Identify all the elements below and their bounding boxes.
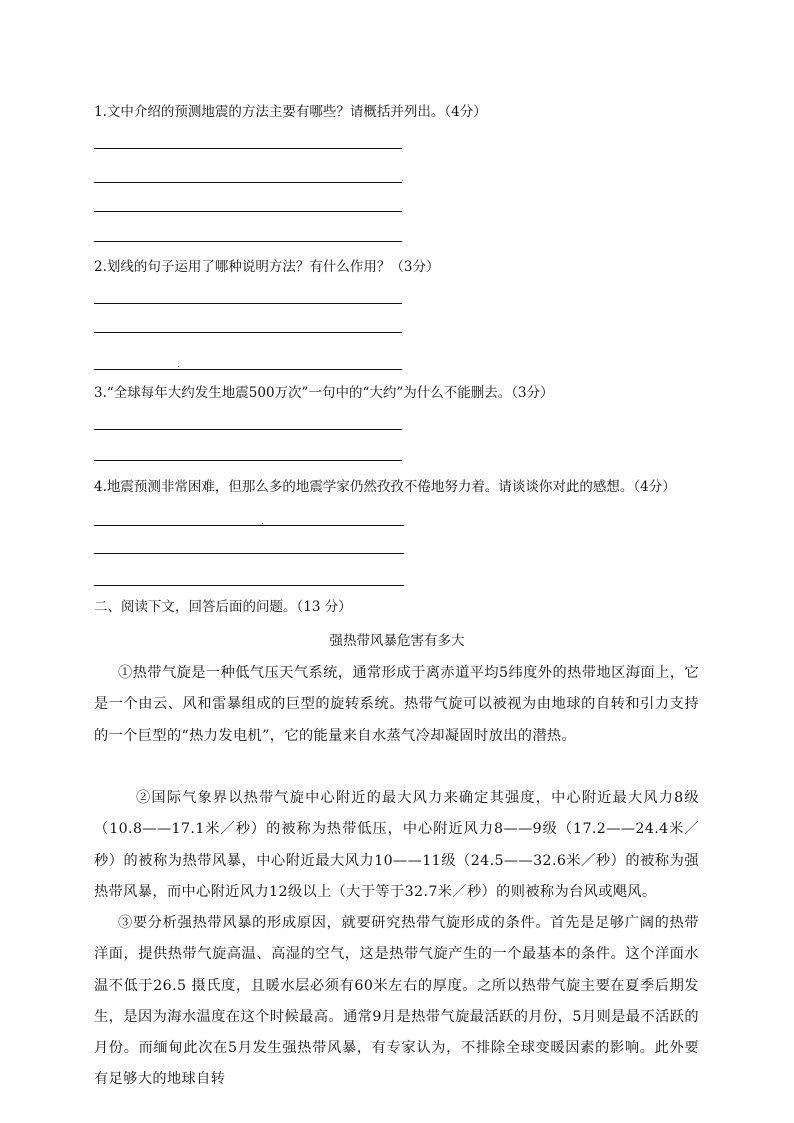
article-paragraph-1: ①热带气旋是一种低气压天气系统，通常形成于离赤道平均5纬度外的热带地区海面上，它是一个由云、风和雷暴组成的巨型的旋转系统。热带气旋可以被视为由地球的自转和引力支持的一个巨型的“热力发电机”，它的能量来自水蒸气冷却凝固时放出的潜热。 xyxy=(94,665,699,744)
answer-line xyxy=(94,553,404,554)
answer-line xyxy=(94,369,402,370)
answer-line xyxy=(94,585,404,586)
answer-line xyxy=(94,182,402,183)
question-1: 1.文中介绍的预测地震的方法主要有哪些？请概括并列出。（4分） xyxy=(94,104,487,120)
answer-line xyxy=(94,211,402,212)
article-title: 强热带风暴危害有多大 xyxy=(329,633,465,649)
answer-line xyxy=(94,429,402,430)
answer-line xyxy=(94,241,402,242)
answer-line xyxy=(94,332,402,333)
scan-speck xyxy=(262,523,263,524)
answer-line xyxy=(94,460,402,461)
answer-line xyxy=(94,303,402,304)
scan-speck xyxy=(178,366,179,367)
article-paragraph-3: ③要分析强热带风暴的形成原因，就要研究热带气旋形成的条件。首先是足够广阔的热带洋面，提供热带气旋高温、高湿的空气，这是热带气旋产生的一个最基本的条件。这个洋面水温不低于26.5 摄氏度，且暖水层必须有60米左右的厚度。之所以热带气旋主要在夏季后期发生，是因为海水温度在这个时候最高。通常9月是热带气旋最活跃的月份，5月则是最不活跃的月份。而缅甸此次在5月发生强热带风暴，有专家认为，不排除全球变暖因素的影响。此外要有足够大的地球自转 xyxy=(94,915,699,1088)
answer-line xyxy=(94,525,404,526)
question-4: 4.地震预测非常困难，但那么多的地震学家仍然孜孜不倦地努力着。请谈谈你对此的感想。（4分） xyxy=(94,479,676,495)
question-2: 2.划线的句子运用了哪种说明方法？有什么作用？（3分） xyxy=(94,259,440,275)
scan-speck xyxy=(402,180,403,181)
section-heading: 二、阅读下文，回答后面的问题。（13 分） xyxy=(94,599,352,615)
question-3: 3.“全球每年大约发生地震500万次”一句中的“大约”为什么不能删去。（3分） xyxy=(94,385,554,401)
article-paragraph-2: ②国际气象界以热带气旋中心附近的最大风力来确定其强度，中心附近最大风力8级（10.8——17.1米／秒）的被称为热带低压，中心附近风力8——9级（17.2——24.4米／秒）的被称为热带风暴，中心附近最大风力10——11级（24.5——32.6米／秒）的被称为强热带风暴，而中心附近风力12级以上（大于等于32.7米／秒）的则被称为台风或飓风。 xyxy=(94,790,699,900)
answer-line xyxy=(94,148,402,149)
